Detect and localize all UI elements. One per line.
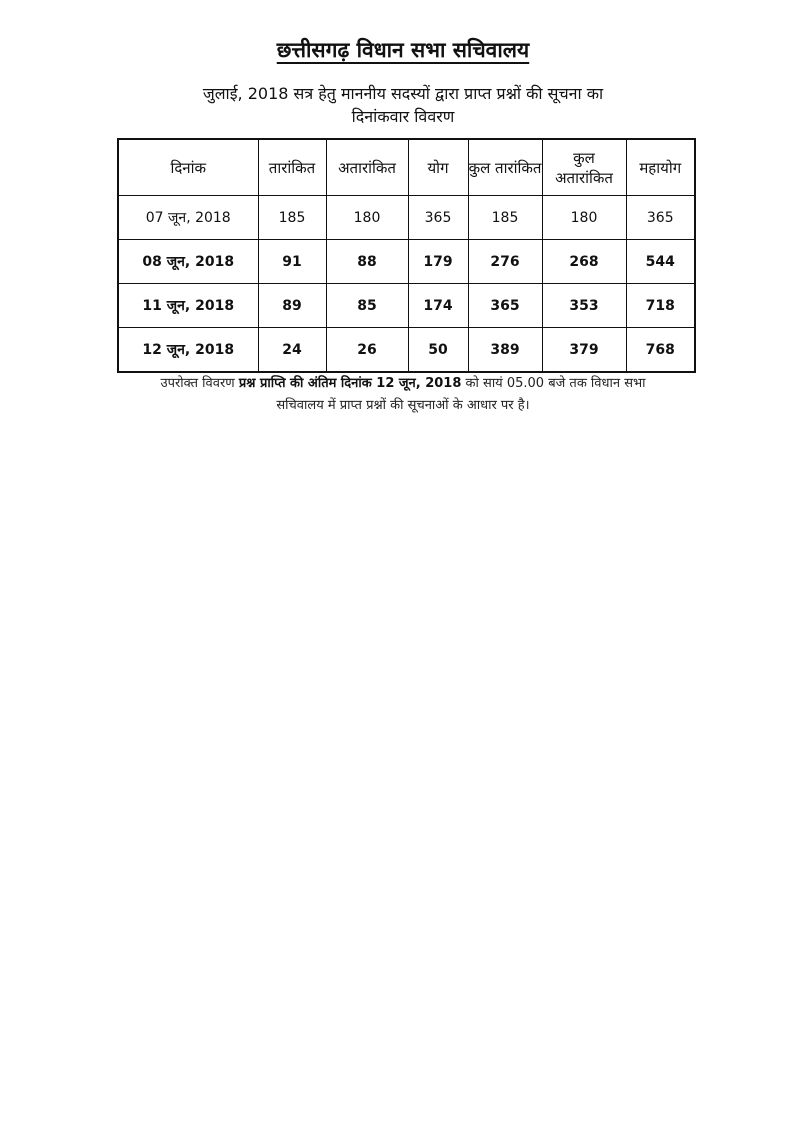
cell-cumulative-starred: 185 [468, 196, 542, 240]
footnote-suffix: को सायं 05.00 बजे तक विधान सभा [465, 376, 646, 391]
cell-grand-total: 544 [626, 240, 695, 284]
footnote-line-1 [100, 373, 706, 395]
subtitle-line-2: दिनांकवार विवरण [351, 107, 455, 126]
table-row [118, 284, 695, 328]
table-row [118, 240, 695, 284]
cell-total: 50 [408, 328, 468, 373]
header-cumulative-starred: कुल तारांकित [468, 139, 542, 196]
cell-grand-total: 718 [626, 284, 695, 328]
cell-cumulative-unstarred: 379 [542, 328, 626, 373]
table-row [118, 328, 695, 373]
cell-cumulative-starred: 276 [468, 240, 542, 284]
cell-date: 08 जून, 2018 [118, 240, 258, 284]
cell-date: 12 जून, 2018 [118, 328, 258, 373]
document-subtitle [120, 82, 686, 128]
table-header-row [118, 139, 695, 196]
header-starred: तारांकित [258, 139, 326, 196]
footnote [100, 373, 706, 417]
questions-table [117, 138, 696, 373]
cell-cumulative-unstarred: 180 [542, 196, 626, 240]
header-total: योग [408, 139, 468, 196]
cell-starred: 24 [258, 328, 326, 373]
footnote-bold: प्रश्न प्राप्ति की अंतिम दिनांक 12 जून, 2018 [238, 376, 462, 391]
cell-starred: 89 [258, 284, 326, 328]
cell-grand-total: 768 [626, 328, 695, 373]
cell-cumulative-starred: 365 [468, 284, 542, 328]
cell-cumulative-unstarred: 353 [542, 284, 626, 328]
header-date: दिनांक [118, 139, 258, 196]
subtitle-line-1: जुलाई, 2018 सत्र हेतु माननीय सदस्यों द्वारा प्राप्त प्रश्नों की सूचना का [202, 84, 604, 103]
cell-unstarred: 85 [326, 284, 408, 328]
cell-unstarred: 180 [326, 196, 408, 240]
cell-date: 07 जून, 2018 [118, 196, 258, 240]
cell-cumulative-starred: 389 [468, 328, 542, 373]
cell-total: 365 [408, 196, 468, 240]
table-row [118, 196, 695, 240]
footnote-line-2: सचिवालय में प्राप्त प्रश्नों की सूचनाओं के आधार पर है। [276, 398, 530, 413]
cell-total: 179 [408, 240, 468, 284]
header-grand-total: महायोग [626, 139, 695, 196]
cell-cumulative-unstarred: 268 [542, 240, 626, 284]
cell-unstarred: 88 [326, 240, 408, 284]
cell-unstarred: 26 [326, 328, 408, 373]
header-unstarred: अतारांकित [326, 139, 408, 196]
page-heading [0, 36, 806, 64]
header-cumulative-unstarred: कुल अतारांकित [542, 139, 626, 196]
cell-starred: 185 [258, 196, 326, 240]
footnote-prefix: उपरोक्त विवरण [160, 376, 235, 391]
cell-total: 174 [408, 284, 468, 328]
cell-grand-total: 365 [626, 196, 695, 240]
cell-starred: 91 [258, 240, 326, 284]
heading-text: छत्तीसगढ़ विधान सभा सचिवालय [276, 38, 530, 62]
cell-date: 11 जून, 2018 [118, 284, 258, 328]
